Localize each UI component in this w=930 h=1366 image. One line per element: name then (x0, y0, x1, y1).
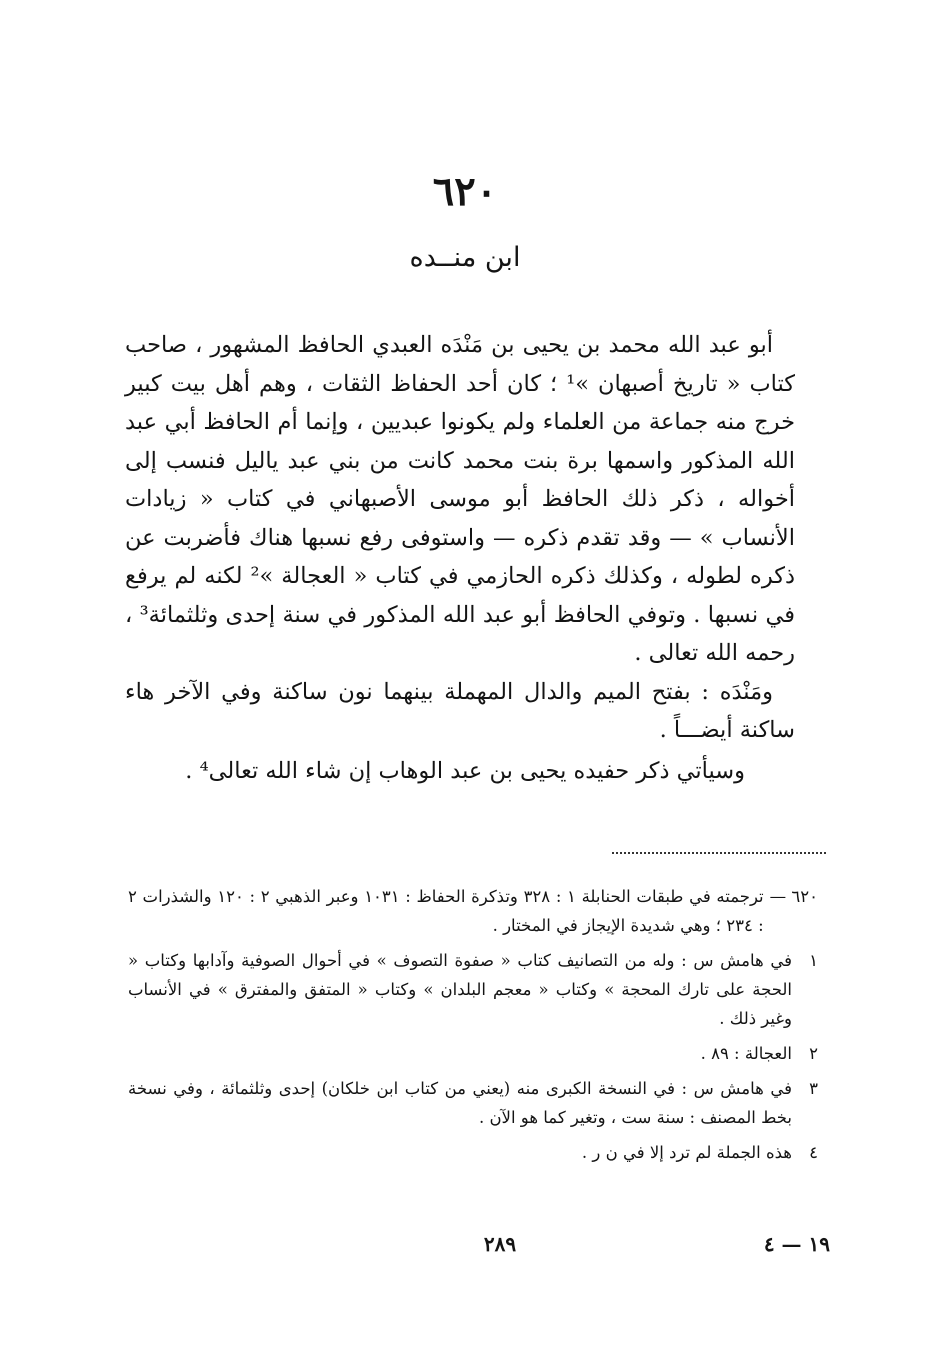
page-number: ٢٨٩ (483, 1232, 517, 1256)
footnote-text: في هامش س : في النسخة الكبرى منه (يعني من كتاب ابن خلكان) إحدى وثلثمائة ، وفي نسخة بخط المصنف : سنة ست ، وتغير كما هو الآن . (128, 1079, 792, 1127)
footnote-marker: ٣ (809, 1079, 818, 1098)
footnote-marker: ٤ (809, 1143, 818, 1162)
signature-mark: ١٩ — ٤ (763, 1232, 830, 1256)
body-paragraph: وسيأتي ذكر حفيده يحيى بن عبد الوهاب إن شاء الله تعالى⁴ . (185, 757, 745, 784)
footnote-marker: ٢ (809, 1044, 818, 1063)
footnote-separator (612, 852, 826, 854)
entry-number: ٦٢٠ (432, 168, 498, 215)
footnote (128, 1074, 818, 1132)
footnote (128, 882, 818, 940)
footnote (128, 946, 818, 1033)
footnote-text: هذه الجملة لم ترد إلا في ن ر . (581, 1143, 792, 1162)
footnote-text: ترجمته في طبقات الحنابلة ١ : ٣٢٨ وتذكرة الحفاظ : ١٠٣١ وعبر الذهبي ٢ : ١٢٠ والشذرات ٢ : ٢٣٤ ؛ وهي شديدة الإيجاز في المختار . (128, 887, 764, 935)
footnote (128, 1138, 818, 1167)
page-footer (0, 1232, 930, 1266)
biography-text (125, 326, 795, 790)
footnote-text: العجالة : ٨٩ . (700, 1044, 792, 1063)
footnote-marker: ١ (809, 951, 818, 970)
footnote-marker: ٦٢٠ — (769, 887, 818, 906)
footnote-text: في هامش س : وله من التصانيف كتاب « صفوة التصوف » في أحوال الصوفية وآدابها وكتاب « الحجة على تارك المحجة » وكتاب « معجم البلدان » وكتاب « المتفق والمفترق » في الأنساب وغير ذلك . (128, 951, 793, 1028)
body-paragraph: أبو عبد الله محمد بن يحيى بن مَنْدَه العبدي الحافظ المشهور ، صاحب كتاب « تاريخ أصبهان »¹ ؛ كان أحد الحفاظ الثقات ، وهم أهل بيت كبير خرج منه جماعة من العلماء ولم يكونوا عبديين ، وإنما أم الحافظ أبي عبد الله المذكور واسمها برة بنت محمد كانت من بني عبد ياليل فنسب إلى أخواله ، ذكر ذلك الحافظ أبو موسى الأصبهاني في كتاب « زيادات الأنساب » — وقد تقدم ذكره — واستوفى رفع نسبها هناك فأضربت عن ذكره لطوله ، وكذلك ذكره الحازمي في كتاب « العجالة »² لكنه لم يرفع في نسبها . وتوفي الحافظ أبو عبد الله المذكور في سنة إحدى وثلثمائة³ ، رحمه الله تعالى . (125, 332, 796, 666)
entry-title: ابن منــده (409, 242, 521, 273)
body-paragraph: ومَنْدَه : بفتح الميم والدال المهملة بينهما نون ساكنة وفي الآخر هاء ساكنة أيضـــاً . (125, 678, 795, 743)
footnote (128, 1039, 818, 1068)
footnotes (128, 882, 818, 1173)
